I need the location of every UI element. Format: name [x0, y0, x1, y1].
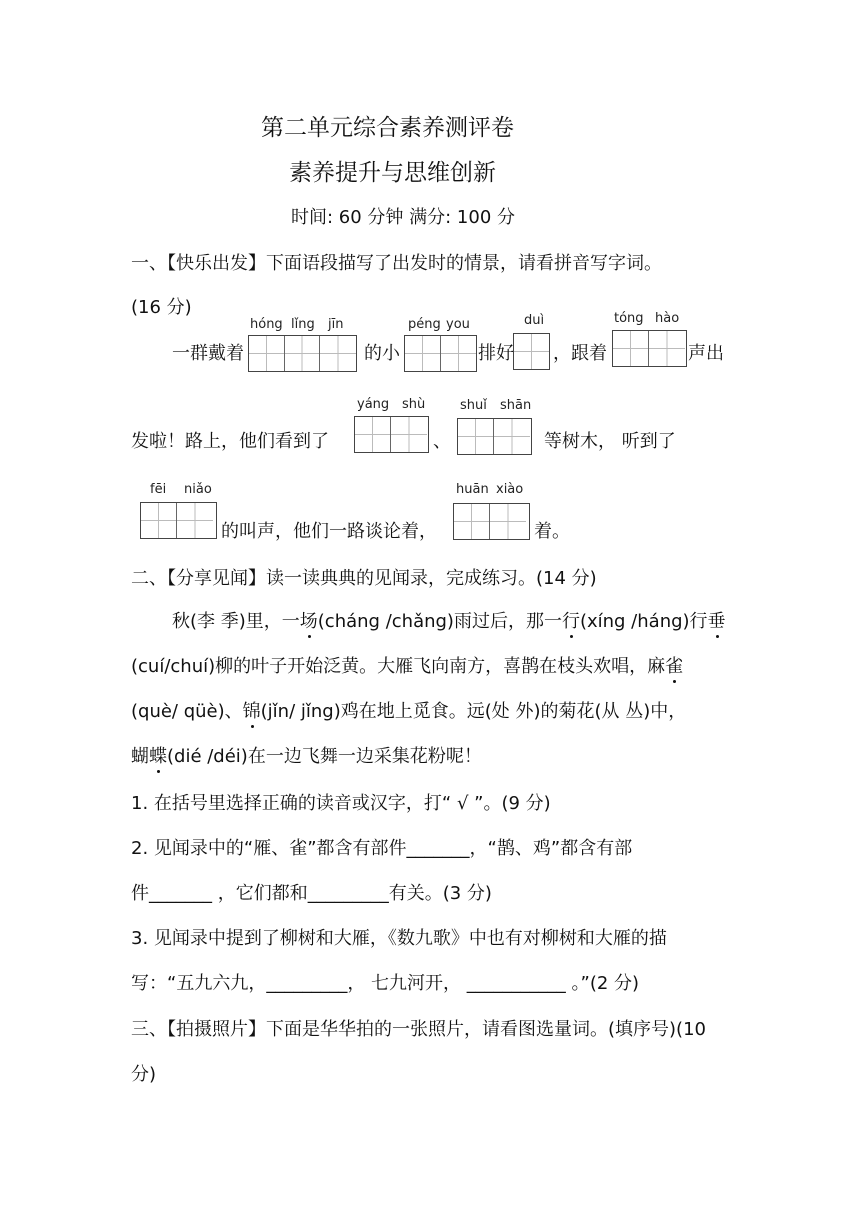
pinyin: niǎo: [184, 482, 212, 497]
pinyin: jīn: [328, 317, 344, 332]
pinyin: péng: [408, 317, 441, 332]
writing-grid[interactable]: [612, 330, 687, 367]
pinyin: you: [446, 317, 470, 332]
pinyin: tóng: [614, 311, 644, 326]
passage-text: ，跟着: [553, 343, 607, 364]
passage-text: 的小: [364, 343, 400, 364]
passage-text: 的叫声，他们一路谈论着，: [221, 521, 437, 542]
writing-grid[interactable]: [453, 503, 530, 540]
pinyin: hào: [655, 311, 680, 326]
writing-grid[interactable]: [457, 418, 532, 455]
pinyin: shān: [500, 398, 532, 413]
passage-text: 一群戴着: [172, 343, 244, 364]
pinyin: hóng: [250, 317, 283, 332]
passage-line: 秋(李 季)里，一场(cháng /chǎng)雨过后，那一行(xíng /háng)行垂: [172, 611, 726, 632]
section3-score: 分): [131, 1064, 157, 1085]
passage-text: 着。: [534, 521, 570, 542]
section3-heading: 三、【拍摄照片】下面是华华拍的一张照片，请看图选量词。(填序号)(10: [131, 1019, 706, 1040]
passage-text: 发啦！路上，他们看到了: [131, 431, 329, 452]
pinyin: xiào: [496, 482, 524, 497]
pinyin: fēi: [150, 482, 167, 497]
section1-heading: 一、【快乐出发】下面语段描写了出发时的情景，请看拼音写字词。: [131, 253, 662, 274]
pinyin: lǐng: [291, 317, 315, 332]
question-2: 2. 见闻录中的“雁、雀”都含有部件_______，“鹊、鸡”都含有部: [131, 838, 633, 859]
writing-grid[interactable]: [248, 335, 357, 372]
passage-line: 蝴蝶(dié /déi)在一边飞舞一边采集花粉呢！: [131, 746, 482, 767]
passage-text: 排好: [478, 343, 514, 364]
pinyin: yáng: [357, 397, 390, 412]
passage-line: (què/ qüè)、锦(jǐn/ jǐng)鸡在地上觅食。远(处 外)的菊花(从 丛)中，: [131, 701, 687, 722]
passage-text: 、: [433, 431, 451, 452]
question-3-cont: 写：“五九六九，_________， 七九河开， ___________ 。”(2 分): [131, 973, 640, 994]
writing-grid[interactable]: [404, 335, 477, 372]
page-title: 第二单元综合素养测评卷: [261, 115, 514, 141]
question-3: 3. 见闻录中提到了柳树和大雁，《数九歌》中也有对柳树和大雁的描: [131, 928, 667, 949]
passage-line: (cuí/chuí)柳的叶子开始泛黄。大雁飞向南方，喜鹊在枝头欢唱，麻雀: [131, 656, 684, 677]
pinyin: shuǐ: [460, 398, 487, 413]
section1-score: (16 分): [131, 297, 192, 318]
pinyin: huān: [456, 482, 489, 497]
writing-grid[interactable]: [513, 333, 550, 370]
writing-grid[interactable]: [354, 416, 429, 453]
question-2-cont: 件_______ ，它们都和_________有关。(3 分): [131, 883, 492, 904]
section2-heading: 二、【分享见闻】读一读典典的见闻录，完成练习。(14 分): [131, 568, 597, 589]
page-subtitle: 素养提升与思维创新: [289, 160, 496, 186]
pinyin: duì: [524, 313, 545, 328]
exam-meta: 时间: 60 分钟 满分: 100 分: [291, 207, 515, 228]
question-1: 1. 在括号里选择正确的读音或汉字，打“ √ ”。(9 分): [131, 793, 551, 814]
pinyin: shù: [402, 397, 426, 412]
passage-text: 等树木， 听到了: [544, 431, 676, 452]
writing-grid[interactable]: [140, 502, 217, 539]
passage-text: 声出: [688, 343, 724, 364]
